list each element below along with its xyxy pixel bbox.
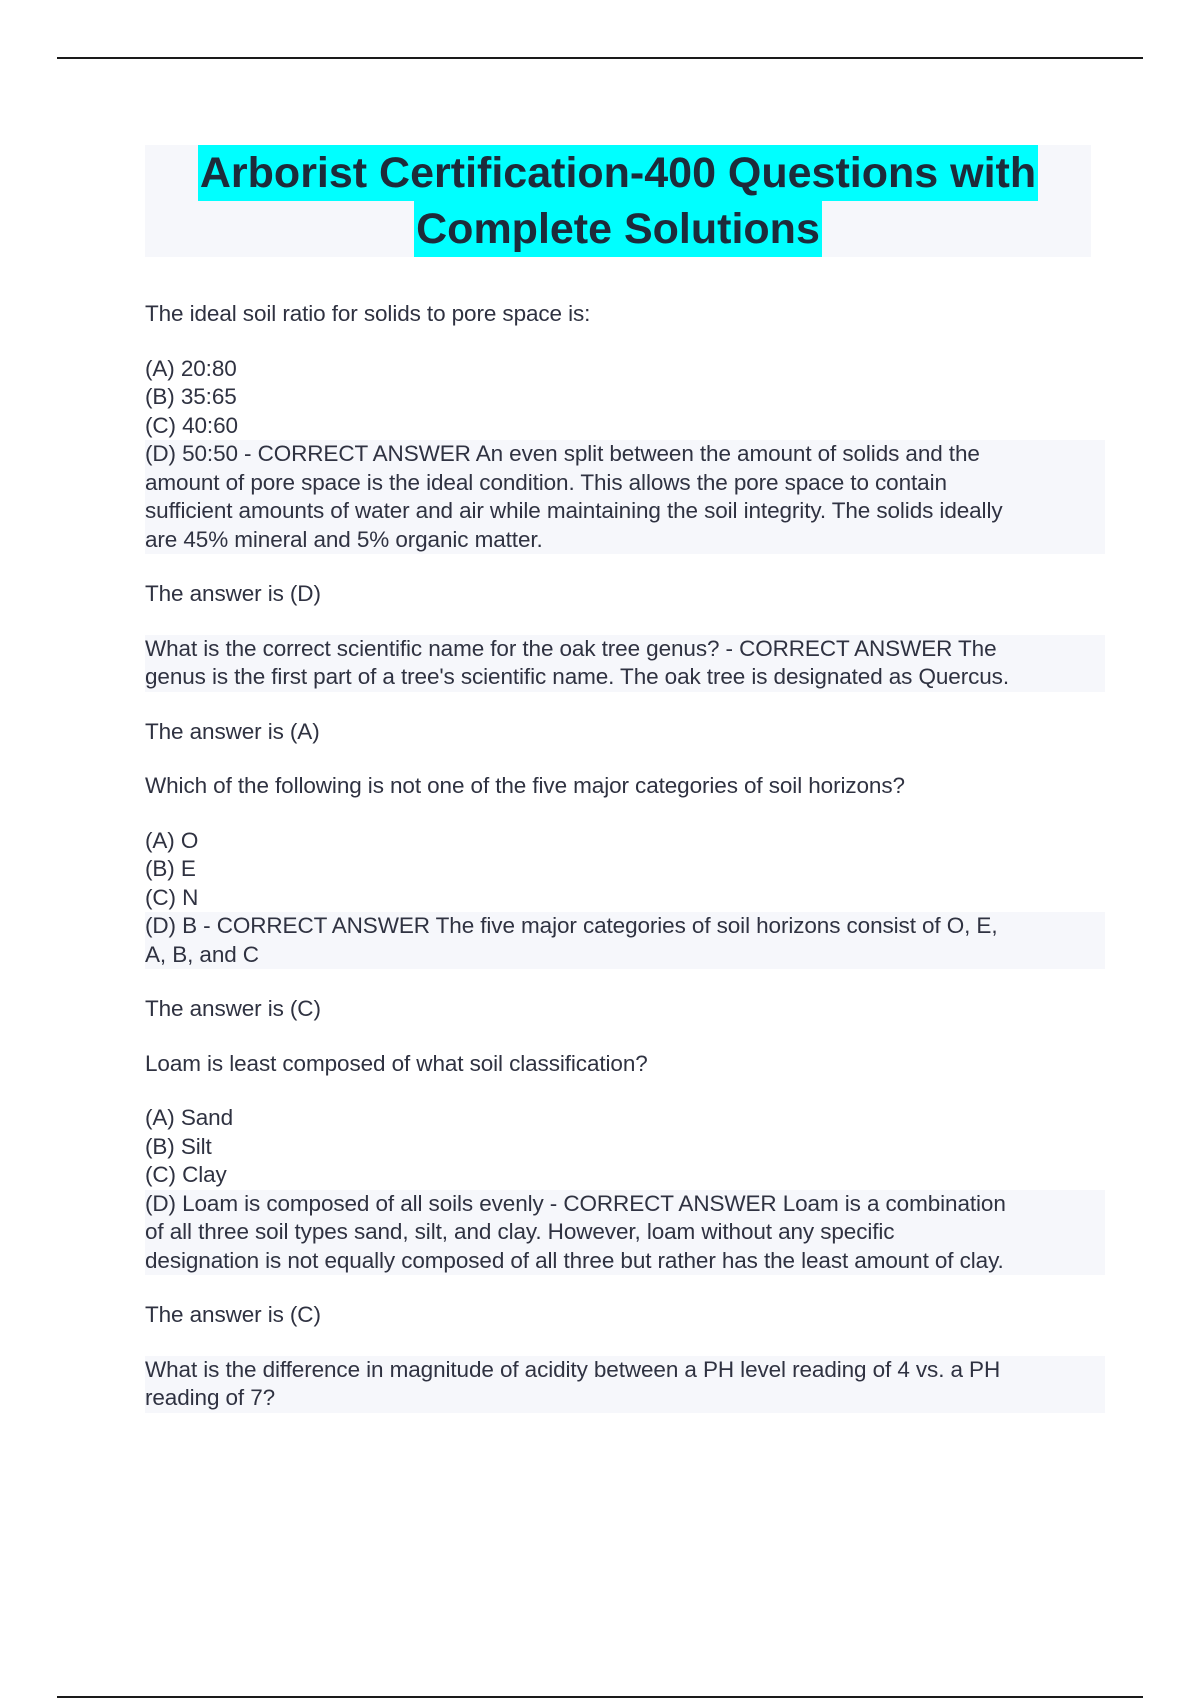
- option-b: (B) Silt: [145, 1133, 212, 1159]
- question-3: [145, 772, 1105, 801]
- option-d-line: (D) Loam is composed of all soils evenly - CORRECT ANSWER Loam is a combination: [145, 1190, 1105, 1219]
- option-a: (A) 20:80: [145, 355, 237, 381]
- question-text-line: What is the difference in magnitude of acidity between a PH level reading of 4 vs. a PH: [145, 1356, 1105, 1385]
- option-a: (A) O: [145, 827, 199, 853]
- answer-text: The answer is (A): [145, 718, 320, 744]
- option-d-line: sufficient amounts of water and air while maintaining the soil integrity. The solids ideally: [145, 497, 1105, 526]
- option-d-line: of all three soil types sand, silt, and clay. However, loam without any specific: [145, 1218, 1105, 1247]
- answer-text: The answer is (C): [145, 1302, 321, 1327]
- option-d-line: amount of pore space is the ideal condition. This allows the pore space to contain: [145, 469, 1105, 498]
- option-d-line: designation is not equally composed of all three but rather has the least amount of clay.: [145, 1247, 1105, 1276]
- answer-1: [145, 580, 1105, 609]
- option-c: (C) Clay: [145, 1162, 227, 1187]
- answer-3: [145, 995, 1105, 1024]
- option-d-line: A, B, and C: [145, 941, 1105, 970]
- option-d-line: are 45% mineral and 5% organic matter.: [145, 526, 1105, 555]
- bottom-rule: [57, 1696, 1143, 1698]
- answer-4: [145, 1301, 1105, 1330]
- question-text: The ideal soil ratio for solids to pore space is:: [145, 301, 591, 326]
- answer-text: The answer is (C): [145, 996, 321, 1021]
- option-a: (A) Sand: [145, 1105, 233, 1130]
- title-line-2: Complete Solutions: [414, 201, 822, 257]
- question-text-line: reading of 7?: [145, 1384, 1105, 1413]
- question-5: [145, 1356, 1105, 1413]
- option-d-line: (D) 50:50 - CORRECT ANSWER An even split between the amount of solids and the: [145, 440, 1105, 469]
- question-4-options: [145, 1104, 1105, 1275]
- option-c: (C) 40:60: [145, 412, 238, 438]
- question-text: Which of the following is not one of the five major categories of soil horizons?: [145, 773, 905, 798]
- option-b: (B) E: [145, 856, 196, 881]
- option-c: (C) N: [145, 884, 199, 910]
- answer-2: [145, 718, 1105, 747]
- option-d-line: (D) B - CORRECT ANSWER The five major categories of soil horizons consist of O, E,: [145, 912, 1105, 941]
- option-b: (B) 35:65: [145, 384, 237, 409]
- question-4: [145, 1050, 1105, 1079]
- top-rule: [57, 57, 1143, 59]
- question-1: [145, 300, 1105, 329]
- title-line-1: Arborist Certification-400 Questions with: [198, 145, 1038, 201]
- question-3-options: [145, 827, 1105, 970]
- question-text-line: genus is the first part of a tree's scientific name. The oak tree is designated as Quercus.: [145, 663, 1105, 692]
- document-title: [145, 145, 1091, 257]
- question-1-options: [145, 355, 1105, 555]
- document-body: [145, 300, 1105, 1439]
- question-2: [145, 635, 1105, 692]
- question-text: Loam is least composed of what soil classification?: [145, 1050, 648, 1076]
- question-text-line: What is the correct scientific name for the oak tree genus? - CORRECT ANSWER The: [145, 635, 1105, 664]
- answer-text: The answer is (D): [145, 581, 321, 606]
